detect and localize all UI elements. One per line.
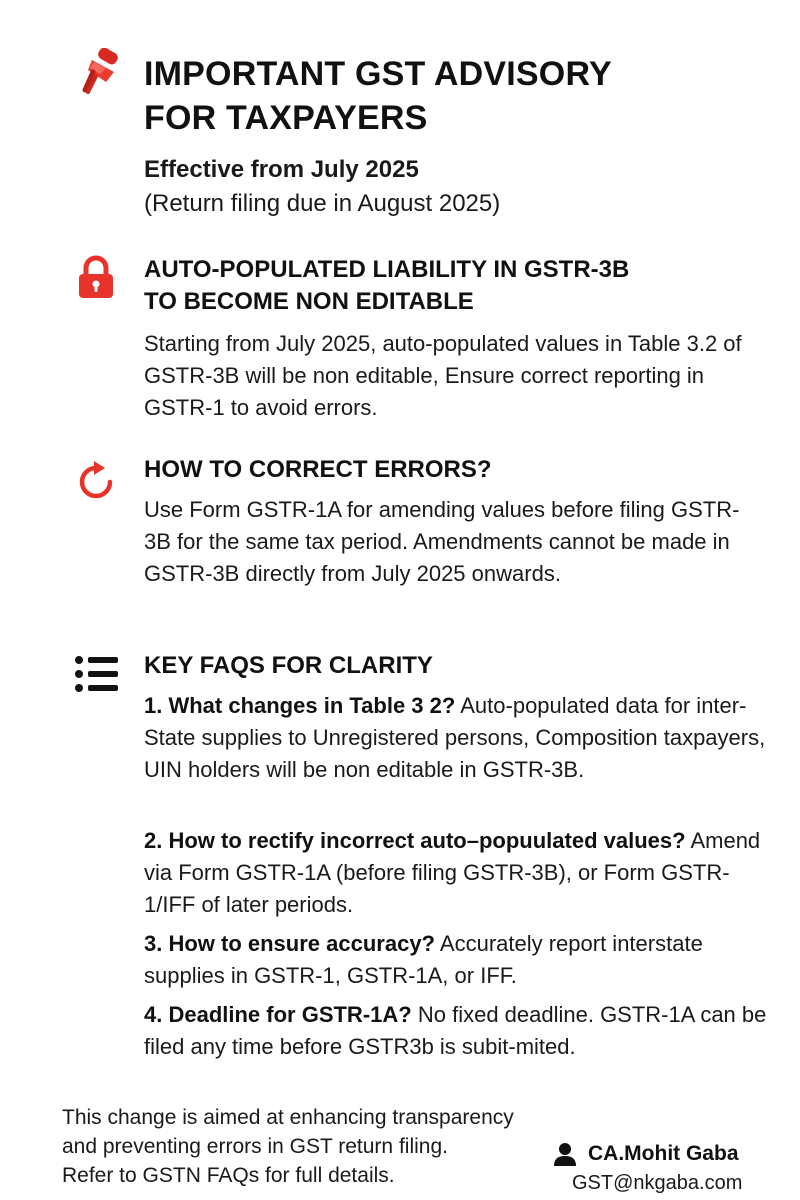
faq-question: 4. Deadline for GSTR-1A? [144,1002,412,1027]
section-heading-correct-errors: HOW TO CORRECT ERRORS? [144,456,492,483]
return-filing-note: (Return filing due in August 2025) [144,190,501,217]
author-credit [552,1140,772,1168]
faq-item [144,690,774,786]
faq-question: 3. How to ensure accuracy? [144,931,435,956]
footer-note-line-3: Refer to GSTN FAQs for full details. [62,1164,395,1187]
heading-line-2: TO BECOME NON EDITABLE [144,288,474,315]
faq-item [144,825,774,921]
lock-icon [74,255,118,299]
faq-answer: Auto-populated data for inter-State supplies to Unregistered persons, Composition taxpayers, UIN holders will be non editable in GSTR-3B. [144,693,766,782]
footer-note-line-1: This change is aimed at enhancing transparency [62,1106,514,1129]
section-heading-non-editable [144,254,764,318]
faq-item [144,999,774,1063]
faq-answer: Accurately report interstate supplies in GSTR-1, GSTR-1A, or IFF. [144,931,703,988]
faq-answer: Amend via Form GSTR-1A (before filing GSTR-3B), or Form GSTR-1/IFF of later periods. [144,828,761,917]
author-email: GST@nkgaba.com [572,1172,743,1194]
faq-item [144,928,774,992]
faq-answer: No fixed deadline. GSTR-1A can be filed any time before GSTR3b is subit-mited. [144,1002,767,1059]
section-body-correct-errors: Use Form GSTR-1A for amending values before filing GSTR-3B for the same tax period. Amendments cannot be made in GSTR-3B directly from July 2025 onwards. [144,497,740,586]
effective-date: Effective from July 2025 [144,156,419,183]
section-heading-faqs: KEY FAQS FOR CLARITY [144,652,433,679]
section-body-non-editable: Starting from July 2025, auto-populated values in Table 3.2 of GSTR-3B will be non editable, Ensure correct reporting in GSTR-1 to avoid errors. [144,331,742,420]
title-line-2: FOR TAXPAYERS [144,99,428,137]
heading-line-1: AUTO-POPULATED LIABILITY IN GSTR-3B [144,256,630,283]
title-line-1: IMPORTANT GST ADVISORY [144,55,612,93]
refresh-icon [74,458,118,502]
pushpin-icon [76,48,126,98]
faq-question: 1. What changes in Table 3 2? [144,693,456,718]
footer-note-line-2: and preventing errors in GST return filing. [62,1135,448,1158]
faq-question: 2. How to rectify incorrect auto–popuulated values? [144,828,686,853]
person-icon [552,1141,578,1167]
footer-note [62,1103,582,1190]
author-name: CA.Mohit Gaba [588,1142,739,1165]
page-title [144,52,764,140]
list-icon [74,654,120,694]
